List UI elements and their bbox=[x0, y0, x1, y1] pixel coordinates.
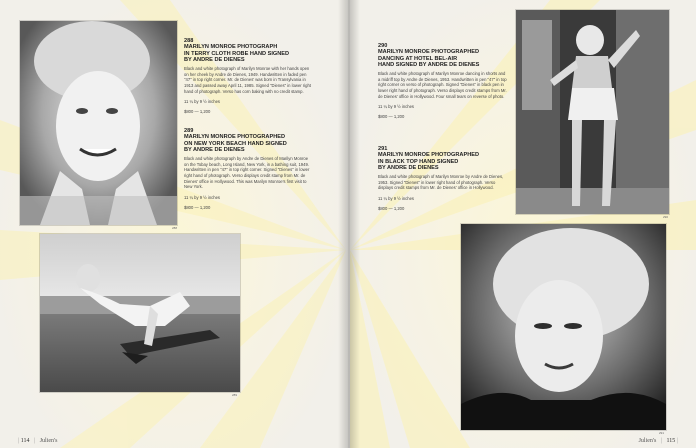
lot-title-line: IN TERRY CLOTH ROBE HAND SIGNED bbox=[184, 50, 290, 57]
right-page bbox=[350, 0, 696, 448]
photo-lot-291 bbox=[461, 224, 666, 430]
lot-title-line: DANCING AT HOTEL BEL-AIR bbox=[378, 55, 458, 62]
footer-separator: | bbox=[660, 438, 663, 444]
publisher-name: Julien's bbox=[638, 438, 657, 444]
photo-number-289: 289 bbox=[232, 393, 238, 397]
photo-lot-290 bbox=[516, 10, 669, 214]
footer-rule: | bbox=[676, 438, 678, 444]
lot-estimate: $800 — 1,200 bbox=[378, 114, 405, 120]
lot-description: Black and white photograph by Andre de Dienes of Marilyn Monroe on the Tobay beach, Long Island, New York, in a bathing suit, 1949. Handwritten in pen "47" in top right corner. Signed "Dienes" in lower right hand of photograph. Verso displays credit stamp from Mr. de Dienes' office in Hollywood. This was Marilyn Monroe's first visit to New York. bbox=[184, 156, 310, 190]
photo-number-291: 291 bbox=[659, 431, 665, 435]
lot-title-line: IN BLACK TOP HAND SIGNED bbox=[378, 158, 459, 165]
lot-title-line: BY ANDRE DE DIENES bbox=[378, 164, 439, 171]
lot-number: 288 bbox=[184, 38, 194, 44]
photo-lot-289 bbox=[40, 234, 240, 392]
lot-dimensions: 11 ¼ by 9 ½ inches bbox=[184, 194, 221, 200]
lot-title-line: HAND SIGNED BY ANDRE DE DIENES bbox=[378, 61, 480, 68]
lot-291 bbox=[378, 146, 508, 211]
lot-289 bbox=[184, 128, 312, 210]
photo-number-290: 290 bbox=[663, 215, 669, 219]
lot-title-line: MARILYN MONROE PHOTOGRAPHED bbox=[184, 134, 286, 141]
lot-288 bbox=[184, 38, 312, 114]
lot-estimate: $800 — 1,200 bbox=[184, 109, 211, 115]
lot-description: Black and white photograph of Marilyn Monroe with her hands open on her cheek by Andre de Dienes, 1949. Handwritten in faded pen "47" in top right corner. Mr. de Dienes' was born in Transylvania in 1913 and passed away April 11, 1985. Signed "Dienes" in lower right hand of photograph. Verso has corn baking with no credit stamp. bbox=[184, 66, 311, 94]
left-page bbox=[0, 0, 346, 448]
right-footer bbox=[639, 438, 678, 444]
lot-description: Black and white photograph of Marilyn Monroe by Andre de Dienes, 1953. Signed "Dienes" in lower right hand of photograph. Verso displays credit stamps from Mr. de Dienes' office in Hollywood. bbox=[378, 174, 504, 191]
lot-title-line: BY ANDRE DE DIENES bbox=[184, 56, 245, 63]
photo-lot-288 bbox=[20, 21, 177, 225]
lot-title-line: MARILYN MONROE PHOTOGRAPHED bbox=[378, 152, 480, 159]
photo-number-288: 288 bbox=[172, 226, 178, 230]
lot-dimensions: 11 ¼ by 9 ½ inches bbox=[378, 104, 415, 110]
lot-title-line: BY ANDRE DE DIENES bbox=[184, 146, 245, 153]
lot-dimensions: 11 ¼ by 9 ½ inches bbox=[378, 195, 415, 201]
lot-number: 291 bbox=[378, 146, 388, 152]
lot-estimate: $800 — 1,200 bbox=[184, 204, 211, 210]
lot-number: 289 bbox=[184, 128, 194, 134]
book-gutter bbox=[338, 0, 360, 448]
left-footer bbox=[18, 438, 57, 444]
lot-290 bbox=[378, 43, 508, 119]
lot-title-line: MARILYN MONROE PHOTOGRAPHED bbox=[378, 49, 480, 56]
page-number: 115 bbox=[666, 438, 676, 444]
footer-rule: | bbox=[18, 438, 20, 444]
lot-title-line: ON NEW YORK BEACH HAND SIGNED bbox=[184, 140, 287, 147]
lot-description: Black and white photograph of Marilyn Monroe dancing in shorts and a midriff top by Andre de Dienes, 1953. Handwritten in pen "47" in top right corner on verso of photograph. Signed "Dienes" in black pen in lower right hand of photograph. Verso displays credit stamps from Mr. de Dienes' office in Hollywood. Four small tears on reverse of photo. bbox=[378, 71, 507, 99]
lot-estimate: $800 — 1,200 bbox=[378, 205, 405, 211]
lot-title-line: MARILYN MONROE PHOTOGRAPH bbox=[184, 44, 278, 51]
lot-dimensions: 11 ¼ by 9 ½ inches bbox=[184, 99, 221, 105]
lot-number: 290 bbox=[378, 43, 388, 49]
footer-separator: | bbox=[33, 438, 36, 444]
page-number: 114 bbox=[20, 438, 30, 444]
publisher-name: Julien's bbox=[39, 438, 58, 444]
